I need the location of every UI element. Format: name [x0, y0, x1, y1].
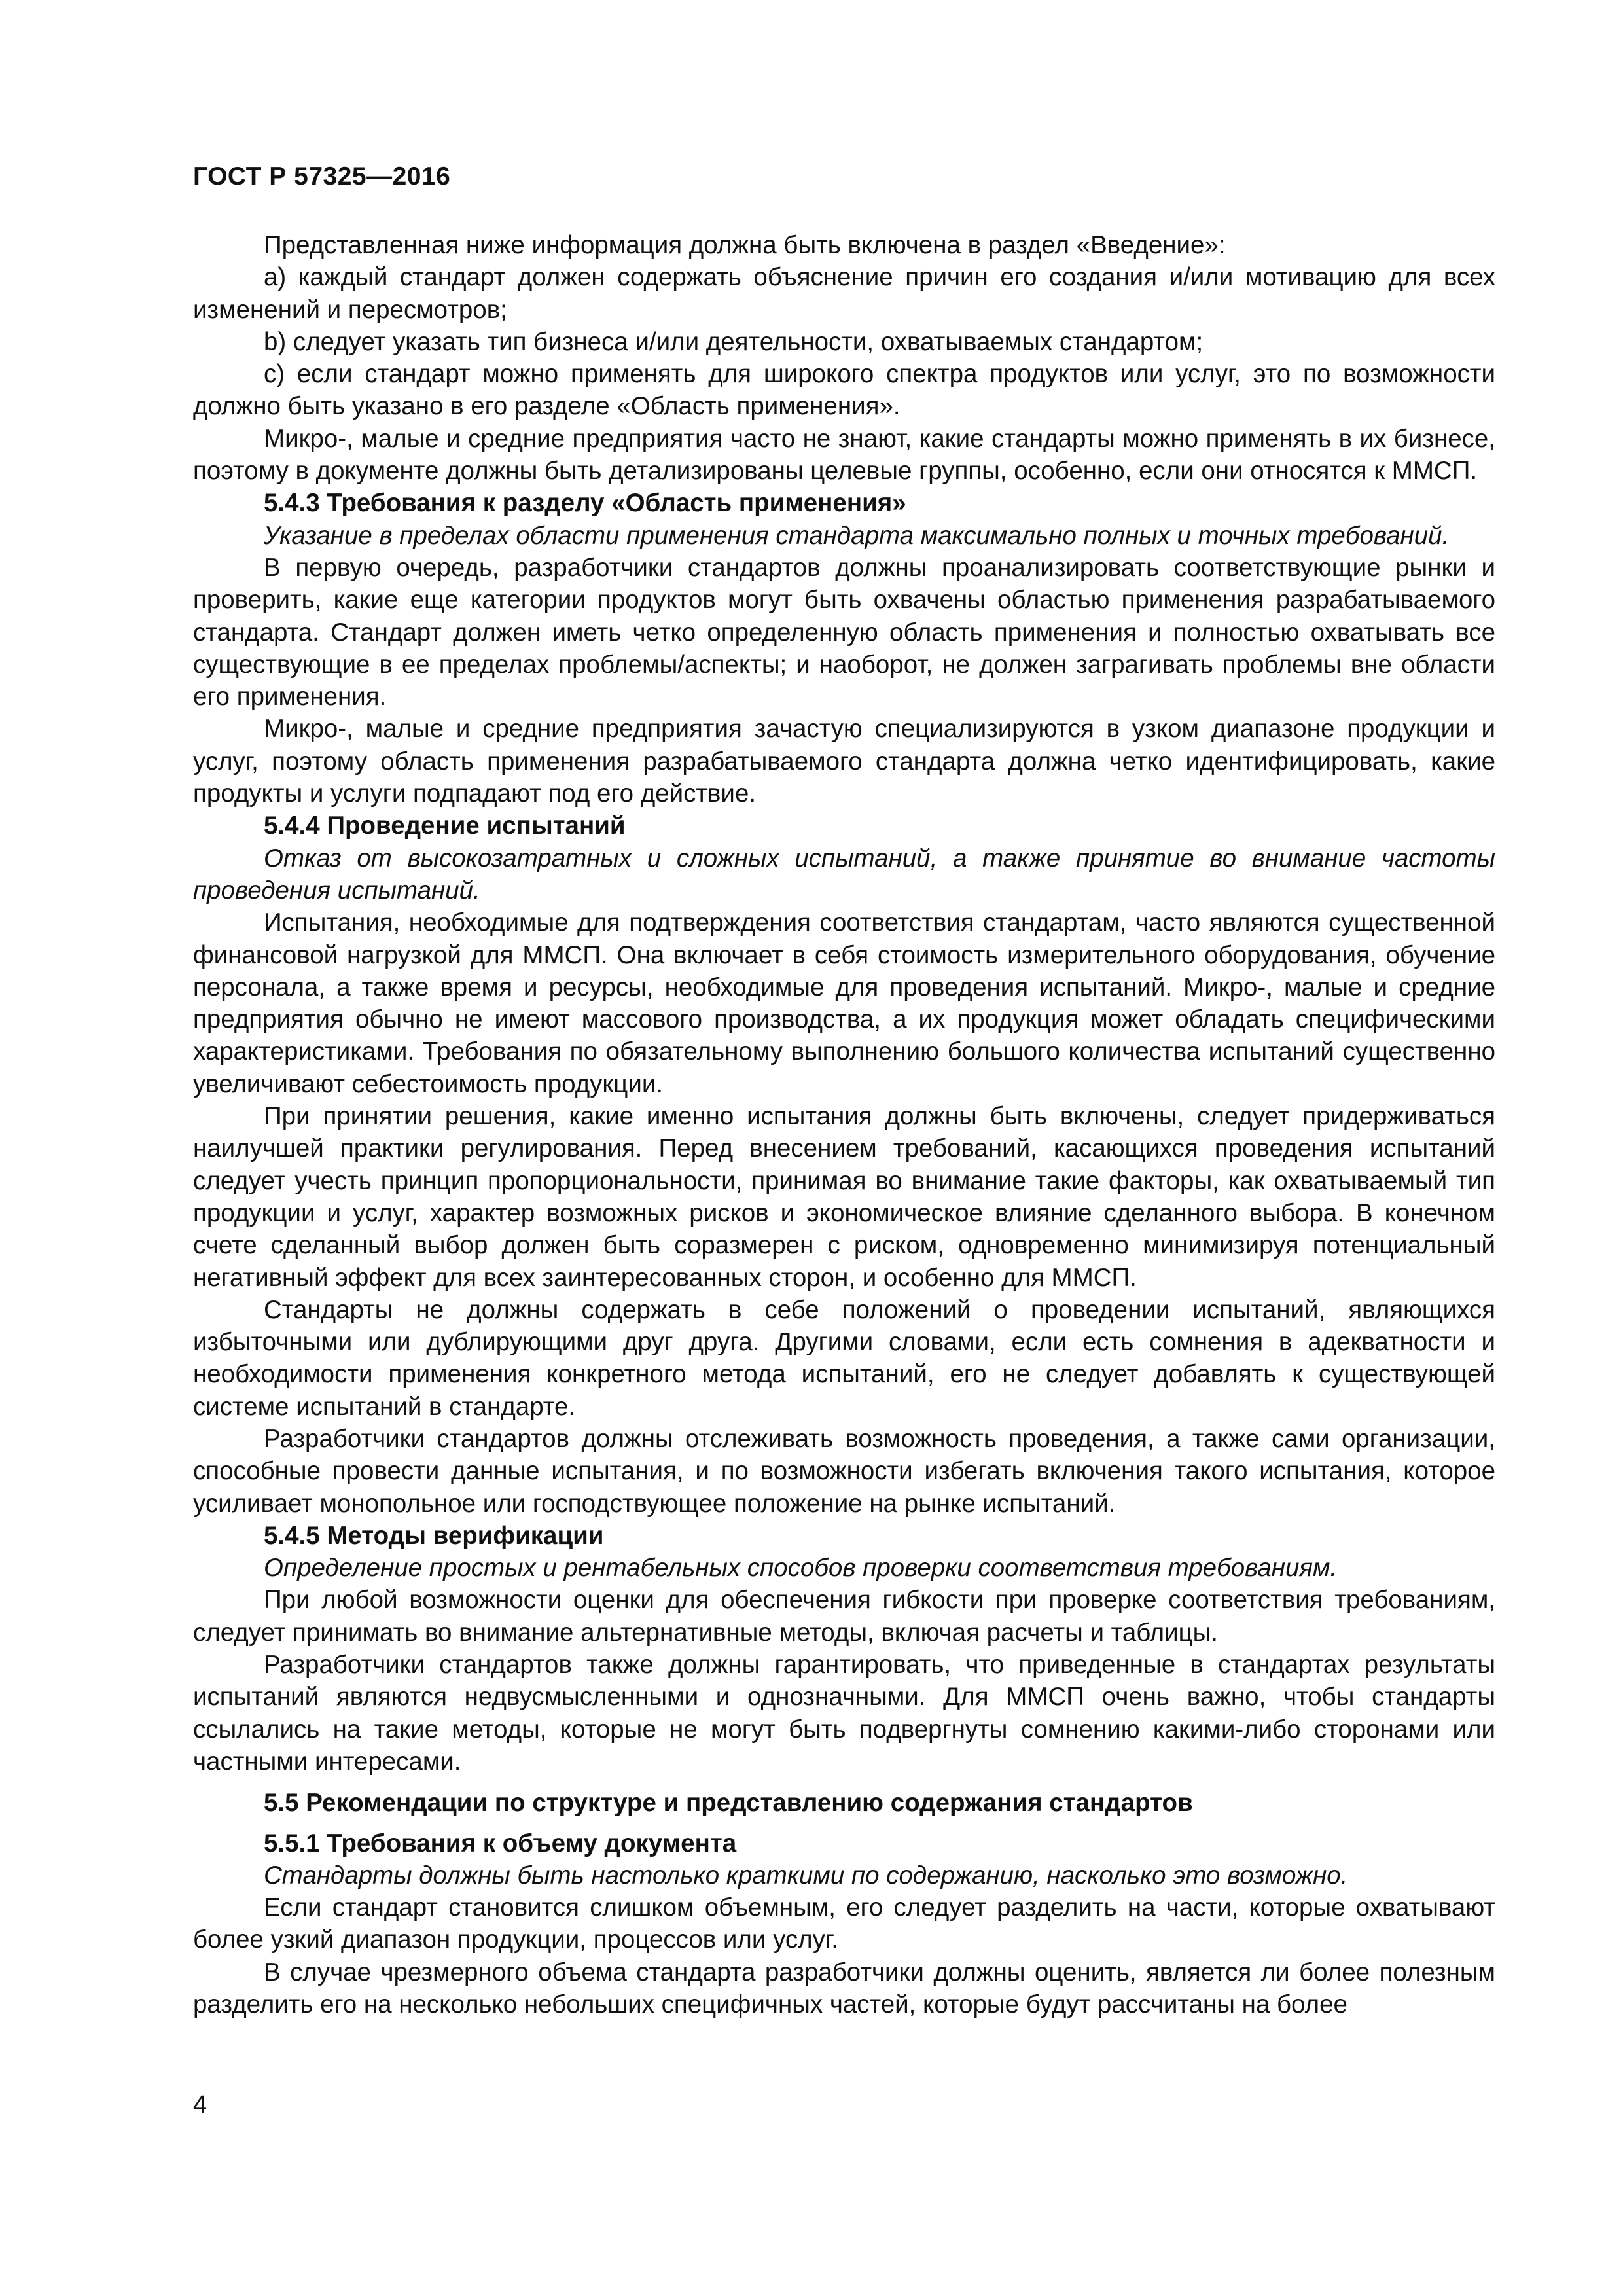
section-summary-5-5-1: Стандарты должны быть настолько краткими по содержанию, насколько это возможно. [264, 1861, 1348, 1890]
section-heading-5-5-1: 5.5.1 Требования к объему документа [264, 1829, 737, 1857]
paragraph-volume-evaluation: В случае чрезмерного объема стандарта разработчики должны оценить, является ли более полезным разделить его на несколько небольших специфичных частей, которые будут рассчитаны на более [193, 1958, 1495, 2019]
paragraph-scope-analysis: В первую очередь, разработчики стандартов должны проанализировать соответствующие рынки и проверить, какие еще категории продуктов могут быть охвачены областью применения разрабатываемого стандарта. Стандарт должен иметь четко определенную область применения и полностью охватывать все существующие в ее пределах проблемы/аспекты; и наоборот, не должен заграгивать проблемы вне области его применения. [193, 553, 1495, 711]
page-number: 4 [193, 2091, 207, 2119]
paragraph-testing-redundancy: Стандарты не должны содержать в себе положений о проведении испытаний, являющихся избыточными или дублирующими друг друга. Другими словами, если есть сомнения в адекватности и необходимости применения конкретного метода испытаний, его не следует добавлять к существующей системе испытаний в стандарте. [193, 1295, 1495, 1421]
standard-code-header: ГОСТ Р 57325—2016 [193, 162, 451, 190]
list-item-a: а) каждый стандарт должен содержать объяснение причин его создания и/или мотивацию для всех изменений и пересмотров; [193, 263, 1495, 324]
section-heading-5-4-3: 5.4.3 Требования к разделу «Область применения» [264, 489, 906, 518]
section-heading-5-4-4: 5.4.4 Проведение испытаний [264, 812, 626, 840]
section-heading-5-4-5: 5.4.5 Методы верификации [264, 1521, 604, 1550]
section-heading-5-5: 5.5 Рекомендации по структуре и представлению содержания стандартов [264, 1789, 1193, 1818]
paragraph-testing-monopoly: Разработчики стандартов должны отслеживать возможность проведения, а также сами организации, способные провести данные испытания, и по возможности избегать включения такого испытания, которое усиливает монопольное или господствующее положение на рынке испытаний. [193, 1424, 1495, 1518]
paragraph-verification-flexibility: При любой возможности оценки для обеспечения гибкости при проверке соответствия требованиям, следует принимать во внимание альтернативные методы, включая расчеты и таблицы. [193, 1586, 1495, 1647]
paragraph-testing-burden: Испытания, необходимые для подтверждения соответствия стандартам, часто являются существенной финансовой нагрузкой для ММСП. Она включает в себя стоимость измерительного оборудования, обучение персонала, а также время и ресурсы, необходимые для проведения испытаний. Микро-, малые и средние предприятия обычно не имеют массового производства, а их продукция может обладать специфическими характеристиками. Требования по обязательному выполнению большого количества испытаний существенно увеличивают себестоимость продукции. [193, 908, 1495, 1098]
paragraph-testing-proportionality: При принятии решения, какие именно испытания должны быть включены, следует придерживаться наилучшей практики регулирования. Перед внесением требований, касающихся проведения испытаний следует учесть принцип пропорциональности, принимая во внимание такие факторы, как охватываемый тип продукции и услуг, характер возможных рисков и экономическое влияние сделанного выбора. В конечном счете сделанный выбор должен быть соразмерен с риском, одновременно минимизируя потенциальный негативный эффект для всех заинтересованных сторон, и особенно для ММСП. [193, 1102, 1495, 1292]
paragraph-mmsp-target-groups: Микро-, малые и средние предприятия часто не знают, какие стандарты можно применять в их бизнесе, поэтому в документе должны быть детализированы целевые группы, особенно, если они относятся к ММСП. [193, 424, 1495, 486]
paragraph-volume-split: Если стандарт становится слишком объемным, его следует разделить на части, которые охватывают более узкий диапазон продукции, процессов или услуг. [193, 1893, 1495, 1954]
section-summary-5-4-5: Определение простых и рентабельных способов проверки соответствия требованиям. [264, 1554, 1338, 1583]
intro-paragraph: Представленная ниже информация должна быть включена в раздел «Введение»: [264, 231, 1226, 259]
paragraph-scope-mmsp: Микро-, малые и средние предприятия зачастую специализируются в узком диапазоне продукции и услуг, поэтому область применения разрабатываемого стандарта должна четко идентифицировать, какие продукты и услуги подпадают под его действие. [193, 715, 1495, 808]
section-summary-5-4-3: Указание в пределах области применения стандарта максимально полных и точных требований. [264, 521, 1450, 550]
paragraph-verification-unambiguous: Разработчики стандартов также должны гарантировать, что приведенные в стандартах результаты испытаний являются недвусмысленными и однозначными. Для ММСП очень важно, чтобы стандарты ссылались на такие методы, которые не могут быть подвергнуты сомнению какими-либо сторонами или частными интересами. [193, 1651, 1495, 1776]
document-body [193, 229, 1495, 2020]
list-item-c: с) если стандарт можно применять для широкого спектра продуктов или услуг, это по возможности должно быть указано в его разделе «Область применения». [193, 360, 1495, 421]
section-summary-5-4-4: Отказ от высокозатратных и сложных испытаний, а также принятие во внимание частоты проведения испытаний. [193, 844, 1495, 905]
list-item-b: b) следует указать тип бизнеса и/или деятельности, охватываемых стандартом; [264, 327, 1204, 356]
